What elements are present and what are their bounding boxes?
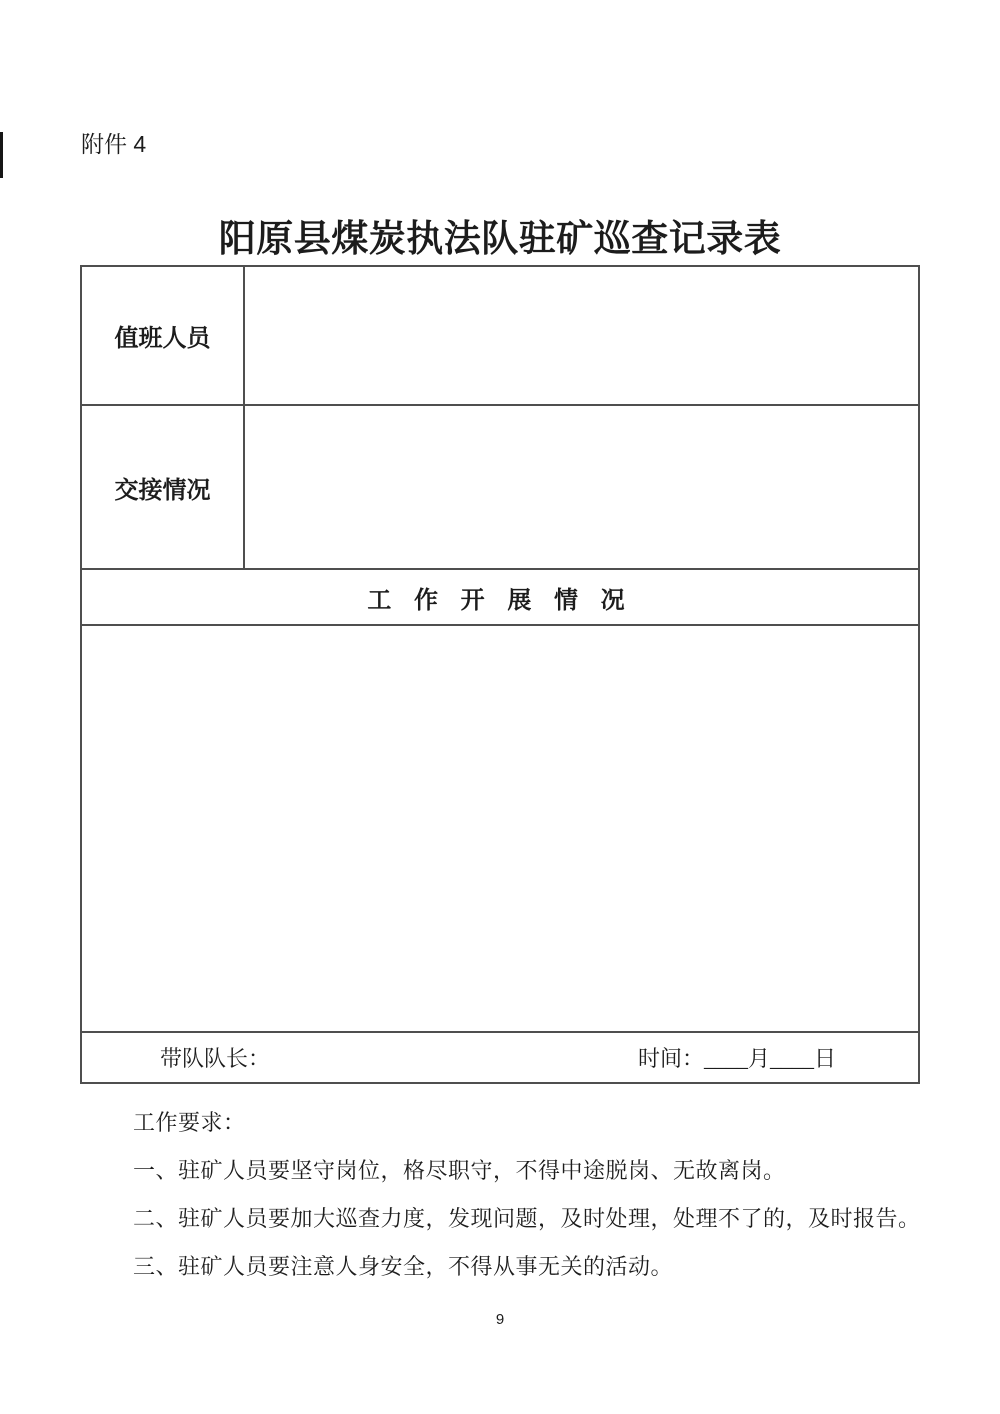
table-row-section-header [81, 569, 919, 625]
inspection-record-table [80, 265, 920, 1084]
table-row-footer [81, 1032, 919, 1083]
requirement-item-3: 三、驻矿人员要注意人身安全，不得从事无关的活动。 [133, 1254, 674, 1279]
table-row-duty-personnel [81, 266, 919, 405]
handover-label: 交接情况 [81, 405, 244, 569]
footer-row [82, 1042, 918, 1073]
work-progress-content [81, 625, 919, 1032]
attachment-label: 附件 4 [81, 131, 147, 157]
duty-personnel-value [244, 266, 919, 405]
page-title: 阳原县煤炭执法队驻矿巡查记录表 [218, 218, 782, 259]
page-number: 9 [495, 1311, 505, 1328]
requirements-heading: 工作要求： [133, 1110, 246, 1135]
table-row-handover [81, 405, 919, 569]
work-requirements-section [133, 1111, 963, 1303]
requirement-item-2: 二、驻矿人员要加大巡查力度，发现问题，及时处理，处理不了的，及时报告。 [133, 1206, 921, 1231]
time-blanks: ____月____日 [703, 1046, 836, 1071]
work-progress-header: 工 作 开 展 情 况 [81, 569, 919, 625]
time-label: 时间： [637, 1046, 704, 1071]
requirement-item-1: 一、驻矿人员要坚守岗位，格尽职守，不得中途脱岗、无故离岗。 [133, 1158, 786, 1183]
handover-value [244, 405, 919, 569]
team-leader-label: 带队队长： [160, 1046, 271, 1071]
duty-personnel-label: 值班人员 [81, 266, 244, 405]
table-row-work-content [81, 625, 919, 1032]
scan-artifact [0, 132, 3, 178]
footer-cell [81, 1032, 919, 1083]
time-field [638, 1042, 836, 1073]
